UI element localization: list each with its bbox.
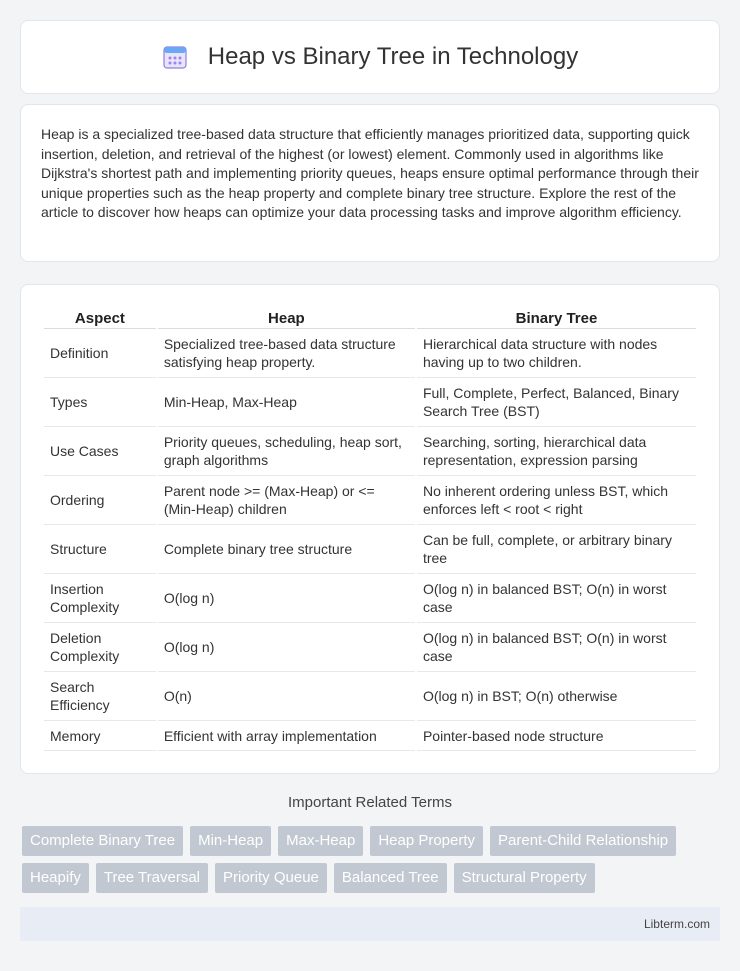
cell-aspect: Definition bbox=[44, 329, 156, 378]
tag-max-heap[interactable]: Max-Heap bbox=[278, 826, 363, 856]
tag-parent-child-relationship[interactable]: Parent-Child Relationship bbox=[490, 826, 676, 856]
tag-tree-traversal[interactable]: Tree Traversal bbox=[96, 863, 208, 893]
cell-heap: O(log n) bbox=[158, 574, 415, 623]
cell-heap: Parent node >= (Max-Heap) or <= (Min-Heap) children bbox=[158, 476, 415, 525]
cell-aspect: Types bbox=[44, 378, 156, 427]
cell-aspect: Insertion Complexity bbox=[44, 574, 156, 623]
intro-card bbox=[20, 104, 720, 262]
footer bbox=[20, 907, 720, 941]
cell-aspect: Memory bbox=[44, 721, 156, 751]
tag-row bbox=[22, 863, 722, 893]
header-aspect: Aspect bbox=[44, 305, 156, 329]
cell-heap: O(n) bbox=[158, 672, 415, 721]
cell-tree: O(log n) in balanced BST; O(n) in worst case bbox=[417, 623, 696, 672]
cell-tree: Pointer-based node structure bbox=[417, 721, 696, 751]
calendar-grid-icon bbox=[162, 44, 188, 70]
related-terms-tags bbox=[22, 826, 722, 900]
table-row bbox=[44, 672, 696, 721]
tag-priority-queue[interactable]: Priority Queue bbox=[215, 863, 327, 893]
header-card bbox=[20, 20, 720, 94]
table-row bbox=[44, 427, 696, 476]
cell-heap: Complete binary tree structure bbox=[158, 525, 415, 574]
comparison-table bbox=[42, 305, 698, 751]
footer-site-link[interactable]: Libterm.com bbox=[643, 917, 710, 931]
table-row bbox=[44, 476, 696, 525]
table-header-row bbox=[44, 305, 696, 329]
tag-complete-binary-tree[interactable]: Complete Binary Tree bbox=[22, 826, 183, 856]
cell-tree: Searching, sorting, hierarchical data representation, expression parsing bbox=[417, 427, 696, 476]
cell-aspect: Structure bbox=[44, 525, 156, 574]
tag-heapify[interactable]: Heapify bbox=[22, 863, 89, 893]
related-terms-title: Important Related Terms bbox=[288, 794, 452, 811]
table-row bbox=[44, 721, 696, 751]
intro-paragraph: Heap is a specialized tree-based data structure that efficiently manages prioritized data, supporting quick insertion, deletion, and retrieval of the highest (or lowest) element. Commonly used in algorithms like Dijkstra's shortest path and implementing priority queues, heaps ensure optimal performance through their unique properties such as the heap property and complete binary tree structure. Explore the rest of the article to discover how heaps can optimize your data processing tasks and improve algorithm efficiency. bbox=[41, 126, 699, 220]
comparison-table-card bbox=[20, 284, 720, 774]
tag-structural-property[interactable]: Structural Property bbox=[454, 863, 595, 893]
table-row bbox=[44, 525, 696, 574]
cell-tree: Hierarchical data structure with nodes having up to two children. bbox=[417, 329, 696, 378]
table-row bbox=[44, 623, 696, 672]
cell-heap: Efficient with array implementation bbox=[158, 721, 415, 751]
cell-aspect: Ordering bbox=[44, 476, 156, 525]
table-row bbox=[44, 329, 696, 378]
cell-tree: O(log n) in balanced BST; O(n) in worst case bbox=[417, 574, 696, 623]
cell-heap: O(log n) bbox=[158, 623, 415, 672]
cell-tree: No inherent ordering unless BST, which enforces left < root < right bbox=[417, 476, 696, 525]
cell-aspect: Use Cases bbox=[44, 427, 156, 476]
tag-min-heap[interactable]: Min-Heap bbox=[190, 826, 271, 856]
header-heap: Heap bbox=[158, 305, 415, 329]
tag-balanced-tree[interactable]: Balanced Tree bbox=[334, 863, 447, 893]
cell-tree: Full, Complete, Perfect, Balanced, Binary Search Tree (BST) bbox=[417, 378, 696, 427]
cell-heap: Priority queues, scheduling, heap sort, graph algorithms bbox=[158, 427, 415, 476]
page-title: Heap vs Binary Tree in Technology bbox=[207, 43, 579, 70]
tag-heap-property[interactable]: Heap Property bbox=[370, 826, 483, 856]
cell-aspect: Search Efficiency bbox=[44, 672, 156, 721]
cell-tree: O(log n) in BST; O(n) otherwise bbox=[417, 672, 696, 721]
cell-aspect: Deletion Complexity bbox=[44, 623, 156, 672]
header-binary-tree: Binary Tree bbox=[417, 305, 696, 329]
cell-heap: Specialized tree-based data structure satisfying heap property. bbox=[158, 329, 415, 378]
tag-row bbox=[22, 826, 722, 856]
cell-tree: Can be full, complete, or arbitrary binary tree bbox=[417, 525, 696, 574]
cell-heap: Min-Heap, Max-Heap bbox=[158, 378, 415, 427]
table-row bbox=[44, 378, 696, 427]
table-row bbox=[44, 574, 696, 623]
